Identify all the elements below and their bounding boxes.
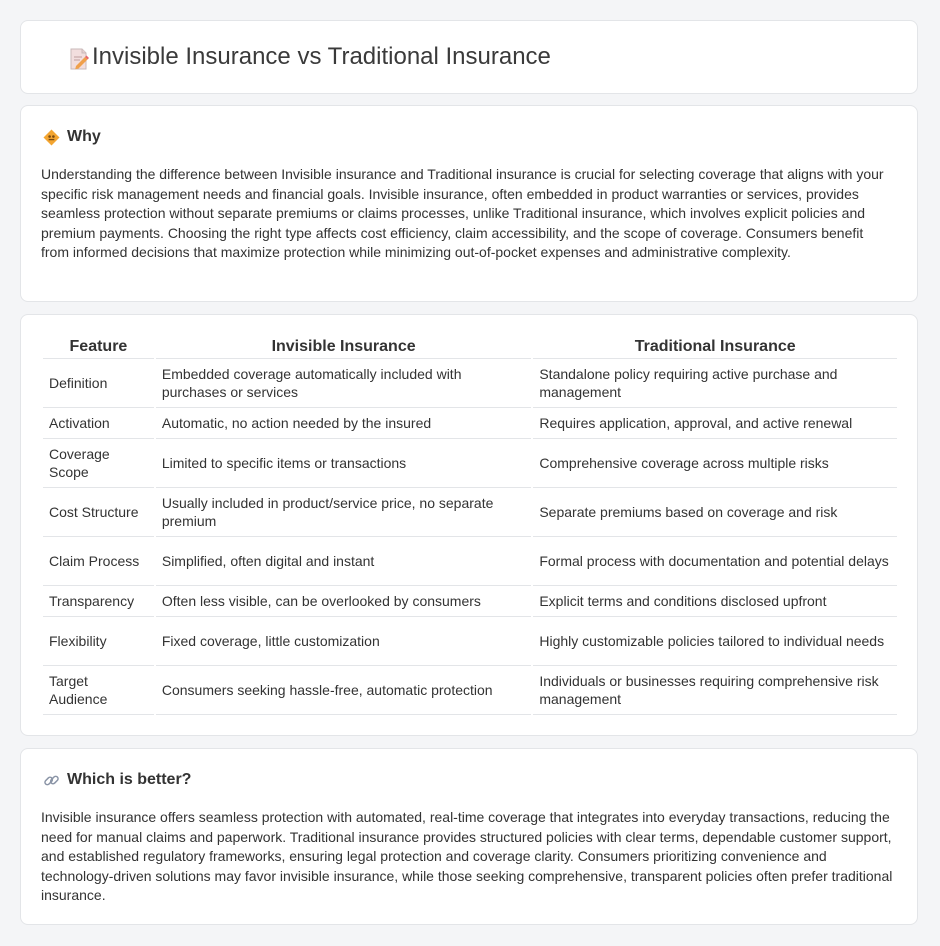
comparison-table-card [20, 314, 918, 736]
page-title: Invisible Insurance vs Traditional Insurance [92, 43, 551, 70]
invisible-cell: Embedded coverage automatically included with purchases or services [156, 359, 531, 408]
feature-cell: Transparency [43, 586, 154, 617]
table-row [43, 586, 897, 617]
traditional-cell: Comprehensive coverage across multiple risks [533, 439, 897, 488]
invisible-cell: Limited to specific items or transactions [156, 439, 531, 488]
feature-cell: Cost Structure [43, 488, 154, 537]
feature-cell: Activation [43, 408, 154, 439]
invisible-cell: Often less visible, can be overlooked by consumers [156, 586, 531, 617]
which-is-better-heading: Which is better? [67, 771, 192, 788]
table-row [43, 439, 897, 488]
traditional-cell: Highly customizable policies tailored to individual needs [533, 617, 897, 666]
traditional-cell: Explicit terms and conditions disclosed upfront [533, 586, 897, 617]
header-invisible-insurance: Invisible Insurance [156, 335, 531, 359]
invisible-cell: Usually included in product/service price, no separate premium [156, 488, 531, 537]
comparison-table [41, 335, 899, 715]
document-pencil-icon [67, 47, 91, 71]
diamond-sign-icon [43, 129, 60, 146]
feature-cell: Coverage Scope [43, 439, 154, 488]
why-body: Understanding the difference between Invisible insurance and Traditional insurance is crucial for selecting coverage that aligns with your specific risk management needs and financial goals. Invisible insurance, often embedded in product warranties or services, provides seamless protection without separate premiums or claims processes, unlike Traditional insurance, which involves explicit policies and premium payments. Choosing the right type affects cost efficiency, claim accessibility, and the scope of coverage. Consumers benefit from informed decisions that maximize protection while minimizing out-of-pocket expenses and administrative complexity. [41, 166, 884, 260]
table-row [43, 537, 897, 586]
link-icon [43, 772, 60, 789]
invisible-cell: Fixed coverage, little customization [156, 617, 531, 666]
which-is-better-section [20, 748, 918, 925]
header-traditional-insurance: Traditional Insurance [533, 335, 897, 359]
table-row [43, 359, 897, 408]
traditional-cell: Formal process with documentation and potential delays [533, 537, 897, 586]
feature-cell: Flexibility [43, 617, 154, 666]
title-card [20, 20, 918, 94]
invisible-cell: Simplified, often digital and instant [156, 537, 531, 586]
invisible-cell: Automatic, no action needed by the insured [156, 408, 531, 439]
invisible-cell: Consumers seeking hassle-free, automatic protection [156, 666, 531, 715]
traditional-cell: Standalone policy requiring active purchase and management [533, 359, 897, 408]
table-row [43, 666, 897, 715]
header-feature: Feature [43, 335, 154, 359]
which-is-better-body: Invisible insurance offers seamless protection with automated, real-time coverage that integrates into everyday transactions, reducing the need for manual claims and paperwork. Traditional insurance provides structured policies with clear terms, dependable customer support, and established regulatory frameworks, ensuring legal protection and coverage clarity. Consumers prioritizing convenience and technology-driven solutions may favor invisible insurance, while those seeking comprehensive, transparent policies often prefer traditional insurance. [41, 809, 893, 903]
table-row [43, 488, 897, 537]
traditional-cell: Separate premiums based on coverage and risk [533, 488, 897, 537]
why-section [20, 105, 918, 302]
feature-cell: Definition [43, 359, 154, 408]
why-heading: Why [67, 128, 101, 145]
table-row [43, 408, 897, 439]
traditional-cell: Requires application, approval, and active renewal [533, 408, 897, 439]
table-row [43, 617, 897, 666]
traditional-cell: Individuals or businesses requiring comprehensive risk management [533, 666, 897, 715]
feature-cell: Target Audience [43, 666, 154, 715]
feature-cell: Claim Process [43, 537, 154, 586]
